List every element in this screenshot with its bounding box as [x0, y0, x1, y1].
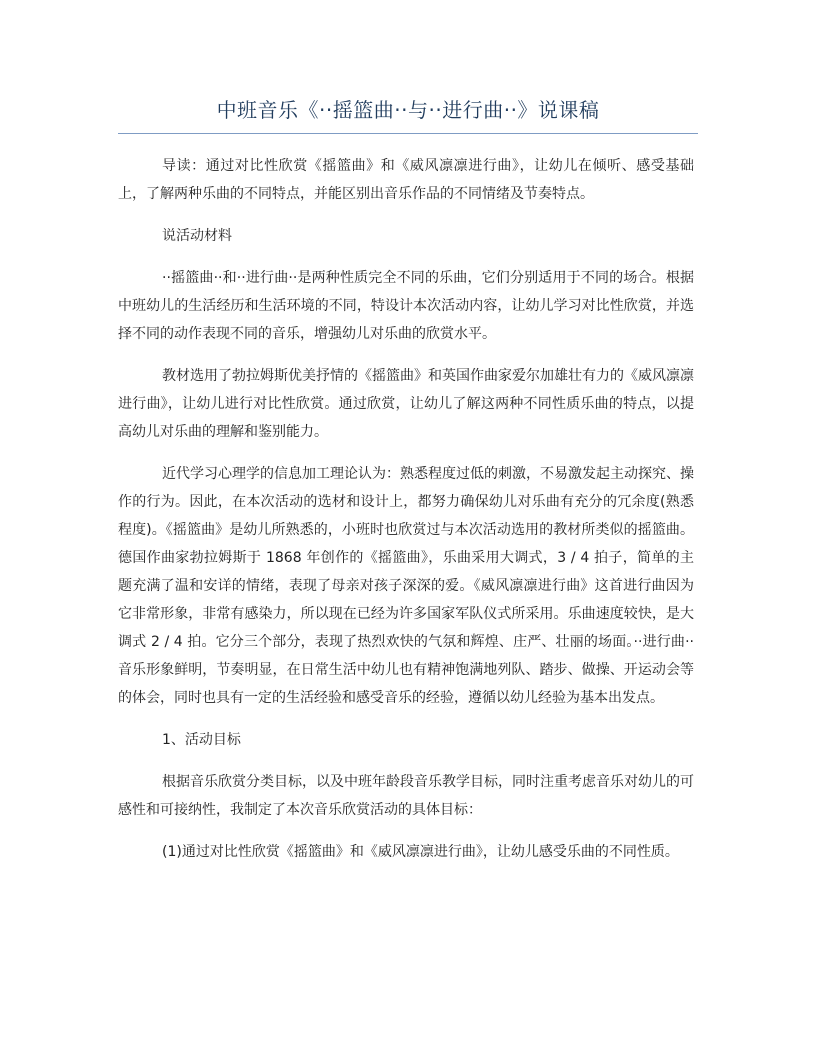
intro-paragraph: 导读：通过对比性欣赏《摇篮曲》和《威风凛凛进行曲》，让幼儿在倾听、感受基础上，了解两种乐曲的不同特点，并能区别出音乐作品的不同情绪及节奏特点。	[118, 158, 694, 202]
goal-item-1: (1)通过对比性欣赏《摇篮曲》和《威风凛凛进行曲》，让幼儿感受乐曲的不同性质。	[162, 844, 679, 860]
document-body	[118, 152, 694, 880]
section-heading-materials: 说活动材料	[162, 228, 232, 244]
document-title: 中班音乐《··摇篮曲··与··进行曲··》说课稿	[216, 98, 600, 122]
title-underline	[118, 133, 698, 134]
section-heading-goals: 1、活动目标	[162, 732, 241, 748]
materials-paragraph-3: 近代学习心理学的信息加工理论认为：熟悉程度过低的刺激，不易激发起主动探究、操作的行为。因此，在本次活动的选材和设计上，都努力确保幼儿对乐曲有充分的冗余度(熟悉程度)。《摇篮曲》是幼儿所熟悉的，小班时也欣赏过与本次活动选用的教材所类似的摇篮曲。德国作曲家勃拉姆斯于 1868 年创作的《摇篮曲》，乐曲采用大调式，3 / 4 拍子，简单的主题充满了温和安详的情绪，表现了母亲对孩子深深的爱。《威风凛凛进行曲》这首进行曲因为它非常形象，非常有感染力，所以现在已经为许多国家军队仪式所采用。乐曲速度较快，是大调式 2 / 4 拍。它分三个部分，表现了热烈欢快的气氛和辉煌、庄严、壮丽的场面。··进行曲··音乐形象鲜明，节奏明显，在日常生活中幼儿也有精神饱满地列队、踏步、做操、开运动会等的体会，同时也具有一定的生活经验和感受音乐的经验，遵循以幼儿经验为基本出发点。	[118, 466, 694, 706]
materials-paragraph-1: ··摇篮曲··和··进行曲··是两种性质完全不同的乐曲，它们分别适用于不同的场合。根据中班幼儿的生活经历和生活环境的不同，特设计本次活动内容，让幼儿学习对比性欣赏，并选择不同的动作表现不同的音乐，增强幼儿对乐曲的欣赏水平。	[118, 270, 694, 342]
goals-paragraph: 根据音乐欣赏分类目标，以及中班年龄段音乐教学目标，同时注重考虑音乐对幼儿的可感性和可接纳性，我制定了本次音乐欣赏活动的具体目标：	[118, 774, 694, 818]
materials-paragraph-2: 教材选用了勃拉姆斯优美抒情的《摇篮曲》和英国作曲家爱尔加雄壮有力的《威风凛凛进行曲》，让幼儿进行对比性欣赏。通过欣赏，让幼儿了解这两种不同性质乐曲的特点，以提高幼儿对乐曲的理解和鉴别能力。	[118, 368, 694, 440]
